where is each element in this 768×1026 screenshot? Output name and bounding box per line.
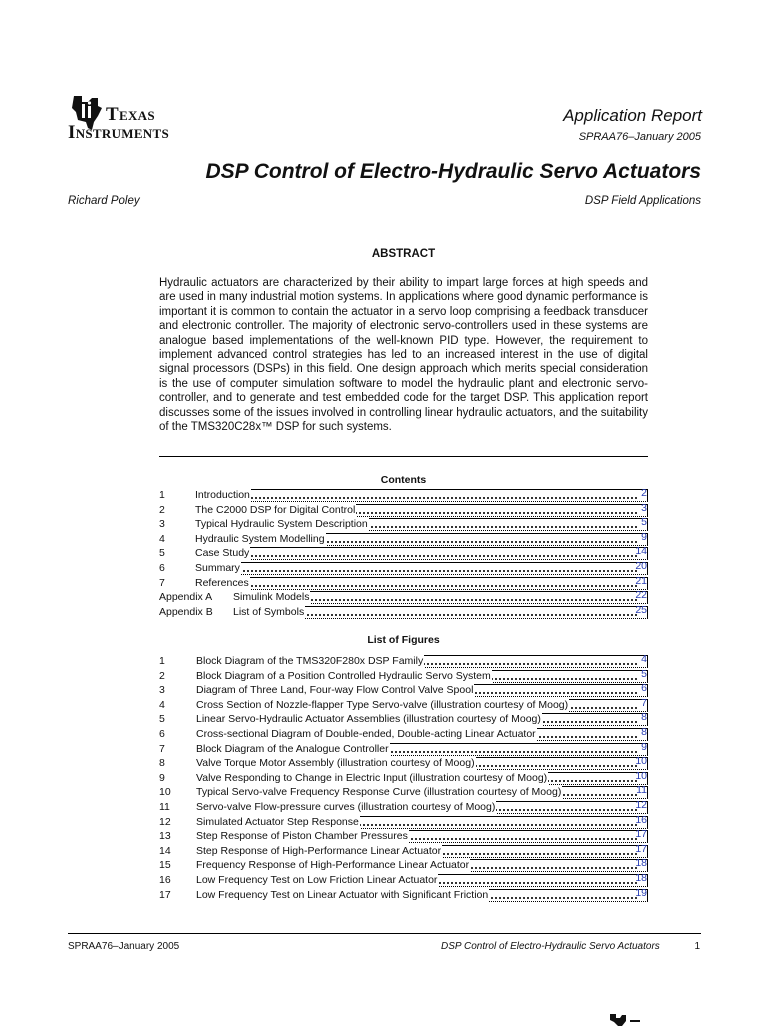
report-id: SPRAA76–January 2005 <box>578 131 701 143</box>
figure-entry-page[interactable]: 19 <box>635 886 647 899</box>
contents-entry-number: 3 <box>159 518 165 531</box>
contents-entry-page[interactable]: 14 <box>635 545 647 558</box>
contents-entry-page[interactable]: 25 <box>635 603 647 616</box>
contents-entry-page[interactable]: 2 <box>641 487 647 499</box>
figure-entry-page[interactable]: 8 <box>641 711 647 724</box>
contents-entry-number: 6 <box>159 562 165 574</box>
figure-entry-number: 15 <box>159 859 171 872</box>
contents-entry-page[interactable]: 9 <box>641 530 647 543</box>
contents-entry-number: 4 <box>159 532 165 545</box>
figure-entry-title[interactable]: Diagram of Three Land, Four-way Flow Control Valve Spool <box>196 684 474 697</box>
contents-entry-number: 5 <box>159 547 165 560</box>
figure-entry[interactable] <box>159 712 648 726</box>
figure-entry-page[interactable]: 10 <box>635 755 647 768</box>
figure-entry[interactable] <box>159 844 648 858</box>
figure-entry-title[interactable]: Linear Servo-Hydraulic Actuator Assemblies (illustration courtesy of Moog) <box>196 713 541 726</box>
contents-entry-number: Appendix A <box>159 591 213 604</box>
figure-entry-page[interactable]: 7 <box>641 696 647 709</box>
figure-entry[interactable] <box>159 756 648 770</box>
figure-entry-number: 3 <box>159 684 165 697</box>
contents-entry-title[interactable]: Summary <box>195 562 240 574</box>
contents-entry-title[interactable]: Introduction <box>195 489 250 501</box>
leader-dots <box>198 497 637 499</box>
figure-entry[interactable] <box>159 873 648 887</box>
contents-entry-title[interactable]: List of Symbols <box>233 605 305 618</box>
figure-entry-title[interactable]: Block Diagram of the TMS320F280x DSP Family <box>196 655 424 667</box>
figure-entry[interactable] <box>159 669 648 683</box>
figure-entry-title[interactable]: Servo-valve Flow-pressure curves (illustration courtesy of Moog) <box>196 801 496 813</box>
figure-entry-page[interactable]: 16 <box>635 813 647 826</box>
contents-entry-link[interactable] <box>195 489 648 502</box>
figure-entry-page[interactable]: 9 <box>641 740 647 753</box>
figure-entry-title[interactable]: Cross Section of Nozzle-flapper Type Servo-valve (illustration courtesy of Moog) <box>196 698 569 711</box>
figure-entry[interactable] <box>159 815 648 829</box>
contents-entry[interactable] <box>159 590 648 604</box>
contents-heading: Contents <box>380 474 427 486</box>
figure-entry[interactable] <box>159 858 648 872</box>
contents-entry[interactable] <box>159 503 648 517</box>
contents-entry-title[interactable]: Hydraulic System Modelling <box>195 532 325 545</box>
figure-entry-title[interactable]: Low Frequency Test on Linear Actuator with Significant Friction <box>196 888 489 901</box>
figure-entry-number: 13 <box>159 830 171 843</box>
figure-entry-number: 14 <box>159 844 171 857</box>
figure-entry-number: 12 <box>159 815 171 828</box>
figure-entry-number: 6 <box>159 728 165 740</box>
figure-entry-title[interactable]: Block Diagram of a Position Controlled Hydraulic Servo System <box>196 669 491 682</box>
figure-entry-title[interactable]: Typical Servo-valve Frequency Response Curve (illustration courtesy of Moog) <box>196 786 562 799</box>
figure-entry-title[interactable]: Step Response of High-Performance Linear Actuator <box>196 844 442 857</box>
contents-entry-title[interactable]: Simulink Models <box>233 591 310 604</box>
logo-line-1: Texas <box>106 104 155 125</box>
figure-entry[interactable] <box>159 771 648 785</box>
figure-entry-title[interactable]: Step Response of Piston Chamber Pressures <box>196 830 408 843</box>
figure-entry[interactable] <box>159 785 648 799</box>
figure-entry-number: 5 <box>159 713 165 726</box>
figure-entry-number: 1 <box>159 655 165 667</box>
figure-entry-title[interactable]: Cross-sectional Diagram of Double-ended, Double-acting Linear Actuator <box>196 728 536 740</box>
contents-entry-page[interactable]: 20 <box>635 560 647 572</box>
leader-dots <box>198 555 637 557</box>
figure-entry[interactable] <box>159 800 648 814</box>
contents-entry-number: 7 <box>159 576 165 589</box>
contents-entry[interactable] <box>159 561 648 575</box>
contents-entry-link[interactable] <box>195 562 648 575</box>
company-name <box>68 104 169 143</box>
figure-entry-page[interactable]: 18 <box>635 872 647 884</box>
contents-entry-number: 1 <box>159 489 165 501</box>
figure-entry-title[interactable]: Valve Responding to Change in Electric Input (illustration courtesy of Moog) <box>196 771 548 784</box>
contents-entry-title[interactable]: Case Study <box>195 547 250 560</box>
divider <box>159 456 648 457</box>
contents-entry-title[interactable]: Typical Hydraulic System Description <box>195 518 368 531</box>
figures-heading: List of Figures <box>367 634 440 646</box>
footer-divider <box>68 933 701 934</box>
contents-entry-number: Appendix B <box>159 605 213 618</box>
contents-entry-page[interactable]: 3 <box>641 501 647 514</box>
figure-entry-page[interactable]: 11 <box>636 784 647 797</box>
author: Richard Poley <box>68 195 140 207</box>
contents-entry-page[interactable]: 22 <box>635 589 647 602</box>
figure-entry-number: 7 <box>159 742 165 755</box>
contents-entry[interactable] <box>159 517 648 531</box>
figure-entry-number: 8 <box>159 757 165 770</box>
figure-entry-number: 4 <box>159 698 165 711</box>
figure-entry-title[interactable]: Block Diagram of the Analogue Controller <box>196 742 389 755</box>
figure-entry-page[interactable]: 17 <box>635 828 647 841</box>
figure-entry-page[interactable]: 18 <box>635 857 647 870</box>
footer-title: DSP Control of Electro-Hydraulic Servo Actuators <box>441 941 660 952</box>
contents-entry-number: 2 <box>159 503 165 516</box>
figure-entry-number: 9 <box>159 771 165 784</box>
figure-entry[interactable] <box>159 888 648 902</box>
figure-entry[interactable] <box>159 829 648 843</box>
contents-entry-link[interactable] <box>195 547 648 560</box>
leader-dots <box>198 585 637 587</box>
abstract-body: Hydraulic actuators are characterized by their ability to impart large forces at high speeds and are used in many industrial motion systems. In applications where good dynamic performance is important it is common to contain the actuator in a servo loop comprising a feedback transducer and electronic controller. The majority of electronic servo-controllers used in these systems are analogue based implementations of the well-known PID type. However, the requirement to implement advanced control strategies has led to an increased interest in the use of digital signal processors (DSPs) in this field. One design approach which merits special consideration is the use of computer simulation software to model the hydraulic plant and electronic servo-controller, and to generate and test embedded code for the target DSP. This application report discusses some of the issues involved in controlling linear hydraulic actuators, and the suitability of the TMS320C28x™ DSP for such systems. <box>159 277 649 434</box>
figure-entry[interactable] <box>159 683 648 697</box>
figure-entry-page[interactable]: 4 <box>641 653 647 665</box>
figure-entry-page[interactable]: 17 <box>635 842 647 855</box>
figure-entry-page[interactable]: 5 <box>641 667 647 680</box>
figure-entry[interactable] <box>159 727 648 741</box>
contents-entry[interactable] <box>159 546 648 560</box>
figure-entry-number: 2 <box>159 669 165 682</box>
figure-entry[interactable] <box>159 742 648 756</box>
contents-entry-title[interactable]: The C2000 DSP for Digital Control <box>195 503 356 516</box>
figure-entry-number: 16 <box>159 874 171 886</box>
leader-dots <box>198 570 637 572</box>
figure-entry-number: 10 <box>159 786 171 799</box>
figure-entry-page[interactable]: 6 <box>641 682 647 695</box>
contents-entry-title[interactable]: References <box>195 576 249 589</box>
figure-entry-page[interactable]: 12 <box>635 799 647 811</box>
contents-entry[interactable] <box>159 488 648 502</box>
report-type: Application Report <box>563 106 702 125</box>
abstract-heading: ABSTRACT <box>371 248 436 260</box>
figure-entry-page[interactable]: 8 <box>641 726 647 738</box>
footer-doc-id: SPRAA76–January 2005 <box>68 941 180 952</box>
department: DSP Field Applications <box>584 195 701 207</box>
figure-entry[interactable] <box>159 654 648 668</box>
page-number: 1 <box>694 941 700 952</box>
document-title: DSP Control of Electro-Hydraulic Servo Actuators <box>205 160 701 183</box>
figure-entry-title[interactable]: Valve Torque Motor Assembly (illustration courtesy of Moog) <box>196 757 475 770</box>
contents-entry-page[interactable]: 5 <box>641 516 647 529</box>
figure-entry-title[interactable]: Simulated Actuator Step Response <box>196 815 359 828</box>
figure-entry[interactable] <box>159 698 648 712</box>
figure-entry-title[interactable]: Frequency Response of High-Performance Linear Actuator <box>196 859 470 872</box>
contents-entry[interactable] <box>159 532 648 546</box>
contents-entry[interactable] <box>159 576 648 590</box>
contents-entry-page[interactable]: 21 <box>635 574 647 587</box>
figure-entry-number: 11 <box>159 801 170 813</box>
contents-entry-link[interactable] <box>195 577 648 590</box>
contents-entry[interactable] <box>159 605 648 619</box>
figure-entry-page[interactable]: 10 <box>635 769 647 782</box>
figure-entry-title[interactable]: Low Frequency Test on Low Friction Linear Actuator <box>196 874 438 886</box>
figure-entry-number: 17 <box>159 888 171 901</box>
logo-line-2: Instruments <box>68 122 169 143</box>
